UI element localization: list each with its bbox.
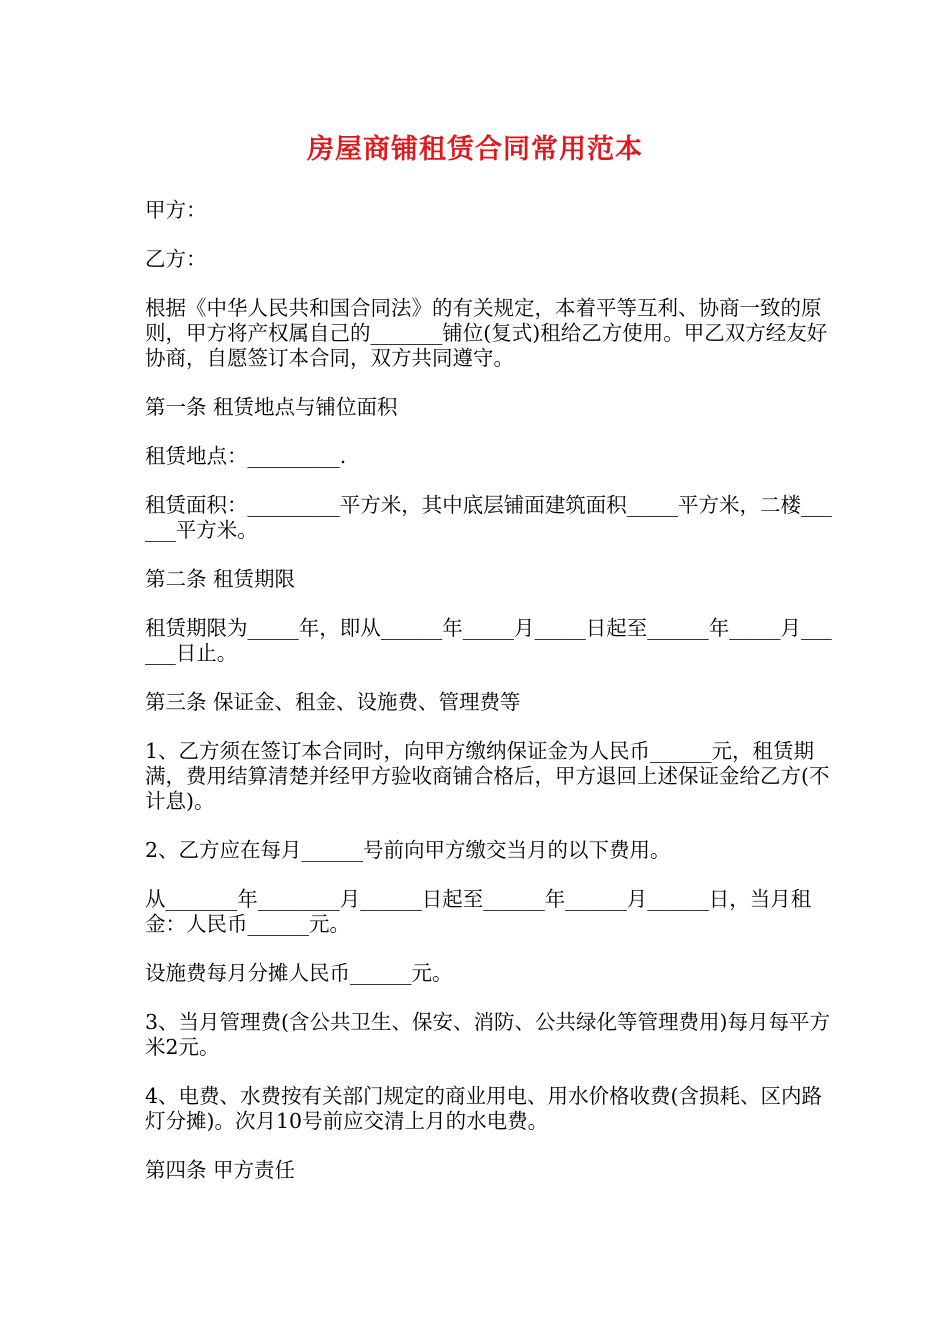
- lease-location-line: 租赁地点：_________.: [145, 444, 347, 468]
- utilities-clause: 4、电费、水费按有关部门规定的商业用电、用水价格收费(含损耗、区内路灯分摊)。次月10号前应交清上月的水电费。: [145, 1084, 823, 1133]
- article-2-heading: 第二条 租赁期限: [145, 567, 296, 591]
- lease-area-paragraph: 租赁面积：_________平方米，其中底层铺面建筑面积_____平方米，二楼______平方米。: [145, 493, 832, 542]
- management-fee-clause: 3、当月管理费(含公共卫生、保安、消防、公共绿化等管理费用)每月每平方米2元。: [145, 1010, 831, 1059]
- article-3-heading: 第三条 保证金、租金、设施费、管理费等: [145, 690, 521, 714]
- monthly-payment-clause: 2、乙方应在每月______号前向甲方缴交当月的以下费用。: [145, 838, 671, 862]
- document-title: 房屋商铺租赁合同常用范本: [307, 134, 643, 165]
- document-body: [145, 198, 835, 1207]
- article-1-heading: 第一条 租赁地点与铺位面积: [145, 395, 398, 419]
- party-a-line: 甲方：: [145, 198, 207, 222]
- rent-period-clause: 从_______年________月______日起至______年______月______日，当月租金：人民币______元。: [145, 887, 812, 936]
- deposit-clause: 1、乙方须在签订本合同时，向甲方缴纳保证金为人民币______元，租赁期满，费用结算清楚并经甲方验收商铺合格后，甲方退回上述保证金给乙方(不计息)。: [145, 739, 830, 813]
- article-4-heading: 第四条 甲方责任: [145, 1158, 296, 1182]
- facility-fee-clause: 设施费每月分摊人民币______元。: [145, 961, 453, 985]
- lease-term-paragraph: 租赁期限为_____年，即从______年_____月_____日起至______年_____月______日止。: [145, 616, 832, 665]
- party-b-line: 乙方：: [145, 247, 207, 271]
- preamble-paragraph: 根据《中华人民共和国合同法》的有关规定，本着平等互利、协商一致的原则，甲方将产权属自己的_______铺位(复式)租给乙方使用。甲乙双方经友好协商，自愿签订本合同，双方共同遵守。: [145, 296, 828, 370]
